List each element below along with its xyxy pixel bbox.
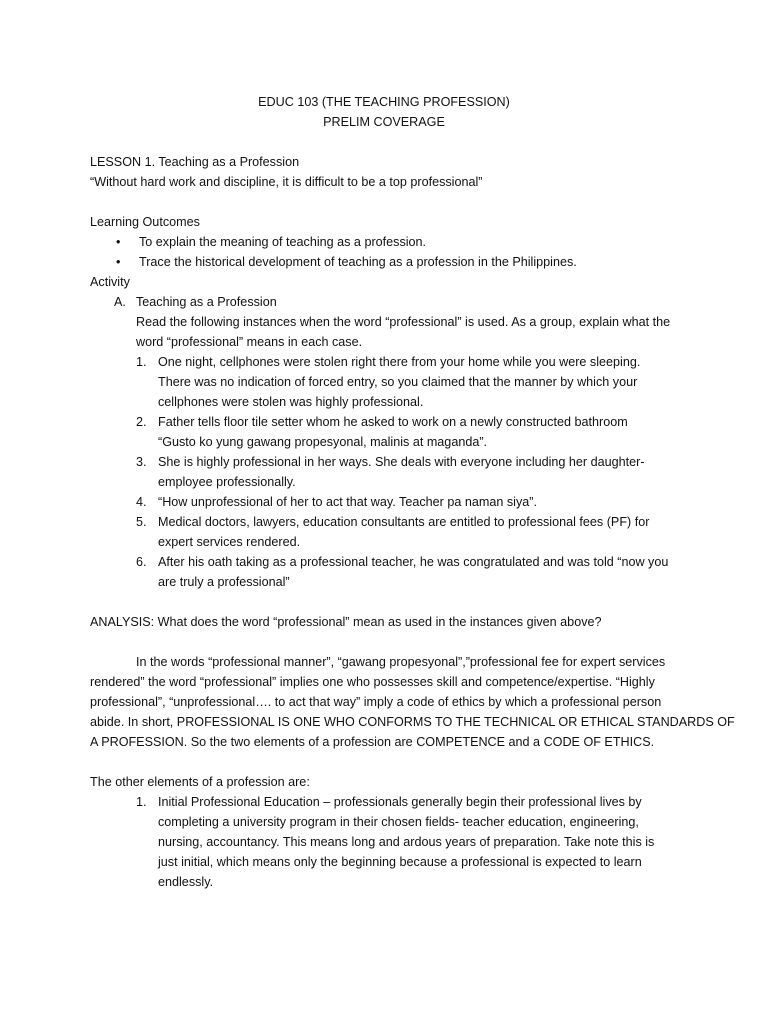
analysis-paragraph-line: A PROFESSION. So the two elements of a profession are COMPETENCE and a CODE OF ETHICS.: [90, 735, 655, 749]
analysis-paragraph-line: In the words “professional manner”, “gawang propesyonal”,”professional fee for expert services: [136, 655, 666, 669]
analysis-paragraph-line: professional”, “unprofessional…. to act that way” imply a code of ethics by which a professional person: [90, 695, 662, 709]
lesson-heading: LESSON 1. Teaching as a Profession: [90, 155, 300, 169]
lesson-quote: “Without hard work and discipline, it is difficult to be a top professional”: [90, 175, 483, 189]
activity-instructions-line: Read the following instances when the word “professional” is used. As a group, explain what the: [136, 315, 671, 329]
activity-instructions-line: word “professional” means in each case.: [136, 335, 363, 349]
list-item-line: completing a university program in their chosen fields- teacher education, engineering,: [158, 815, 639, 829]
list-item-line: Initial Professional Education – professionals generally begin their professional lives by: [158, 795, 642, 809]
list-item-line: cellphones were stolen was highly professional.: [158, 395, 424, 409]
list-item-line: just initial, which means only the beginning because a professional is expected to learn: [158, 855, 642, 869]
list-item-line: Father tells floor tile setter whom he asked to work on a newly constructed bathroom: [158, 415, 628, 429]
analysis-paragraph-line: abide. In short, PROFESSIONAL IS ONE WHO CONFORMS TO THE TECHNICAL OR ETHICAL STANDARDS OF: [90, 715, 735, 729]
list-item-line: She is highly professional in her ways. She deals with everyone including her daughter-: [158, 455, 645, 469]
learning-outcomes-heading: Learning Outcomes: [90, 215, 200, 229]
bullet-icon: •: [116, 255, 121, 269]
learning-outcome-item: Trace the historical development of teaching as a profession in the Philippines.: [139, 255, 577, 269]
list-item-line: are truly a professional”: [158, 575, 290, 589]
list-item-number: 3.: [136, 455, 147, 469]
analysis-paragraph-line: rendered” the word “professional” implies one who possesses skill and competence/expertise. “Highly: [90, 675, 655, 689]
bullet-icon: •: [116, 235, 121, 249]
activity-heading: Activity: [90, 275, 130, 289]
list-item-number: 4.: [136, 495, 147, 509]
document-subtitle: PRELIM COVERAGE: [323, 115, 445, 129]
list-item-line: After his oath taking as a professional teacher, he was congratulated and was told “now you: [158, 555, 669, 569]
list-item-line: “How unprofessional of her to act that way. Teacher pa naman siya”.: [158, 495, 537, 509]
list-item-line: employee professionally.: [158, 475, 296, 489]
activity-section-title: Teaching as a Profession: [136, 295, 277, 309]
analysis-question: ANALYSIS: What does the word “professional” mean as used in the instances given above?: [90, 615, 602, 629]
list-item-number: 1.: [136, 355, 147, 369]
document-title: EDUC 103 (THE TEACHING PROFESSION): [258, 95, 510, 109]
activity-section-label: A.: [114, 295, 126, 309]
list-item-line: “Gusto ko yung gawang propesyonal, malinis at maganda”.: [158, 435, 488, 449]
list-item-line: expert services rendered.: [158, 535, 301, 549]
list-item-number: 5.: [136, 515, 147, 529]
list-item-line: endlessly.: [158, 875, 214, 889]
list-item-number: 2.: [136, 415, 147, 429]
list-item-number: 1.: [136, 795, 147, 809]
other-elements-heading: The other elements of a profession are:: [90, 775, 310, 789]
list-item-line: There was no indication of forced entry, so you claimed that the manner by which your: [158, 375, 638, 389]
list-item-line: nursing, accountancy. This means long and ardous years of preparation. Take note this is: [158, 835, 655, 849]
learning-outcome-item: To explain the meaning of teaching as a profession.: [139, 235, 427, 249]
list-item-number: 6.: [136, 555, 147, 569]
list-item-line: One night, cellphones were stolen right there from your home while you were sleeping.: [158, 355, 641, 369]
list-item-line: Medical doctors, lawyers, education consultants are entitled to professional fees (PF) for: [158, 515, 650, 529]
